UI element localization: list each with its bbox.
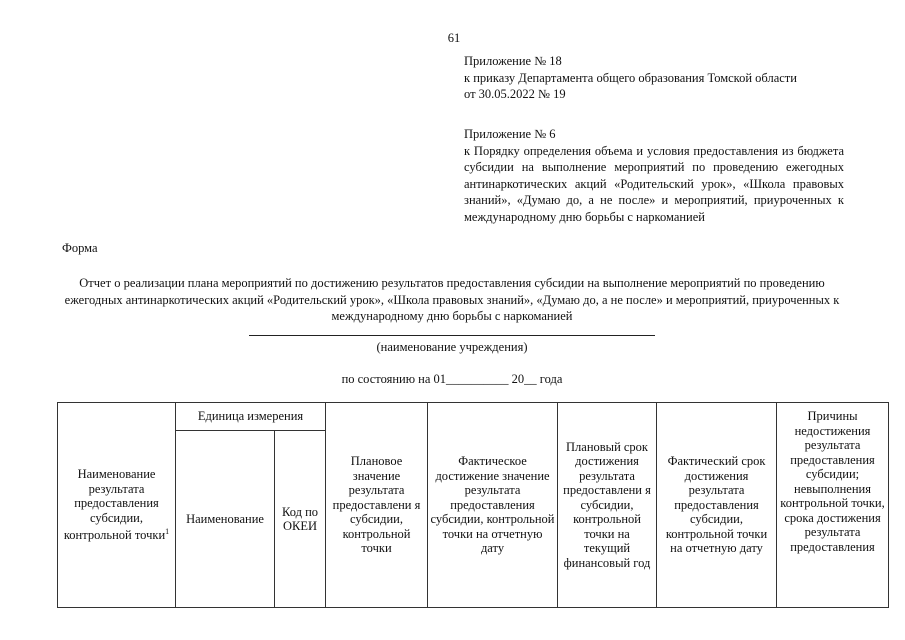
header-reasons: Причины недостижения результата предоставления субсидии; невыполнения контрольной точки, срока достижения результата предоставления (777, 403, 889, 608)
header-unit-group: Единица измерения (176, 403, 326, 431)
appendix-18-date: от 30.05.2022 № 19 (464, 87, 566, 101)
appendix-18-title: Приложение № 18 (464, 54, 562, 68)
institution-underline (249, 335, 655, 336)
header-unit-name: Наименование (176, 431, 275, 608)
header-unit-code: Код по ОКЕИ (275, 431, 326, 608)
header-actual-value: Фактическое достижение значение результата предоставления субсидии, контрольной точки на отчетную дату (428, 403, 558, 608)
header-actual-date: Фактический срок достижения результата предоставления субсидии, контрольной точки на отчетную дату (657, 403, 777, 608)
header-result-name: Наименование результата предоставления субсидии, контрольной точки$^1$ (58, 403, 176, 608)
header-planned-date: Плановый срок достижения результата предоставлени я субсидии, контрольной точки на текущий финансовый год (558, 403, 657, 608)
page-number: 61 (447, 31, 461, 45)
appendix-6-block (464, 126, 844, 225)
appendix-6-text: к Порядку определения объема и условия предоставления из бюджета субсидии на выполнение мероприятий по проведению ежегодных антинаркотических акций «Родительский урок», «Школа правовых знаний», «Думаю до, а не после» и мероприятий, приуроченных к международному дню борьбы с наркоманией (464, 143, 844, 224)
report-title: Отчет о реализации плана мероприятий по достижению результатов предоставления субсидии на выполнение мероприятий по проведению ежегодных антинаркотических акций «Родительский урок», «Школа правовых знаний», «Думаю до, а не после» и мероприятий, приуроченных к международному дню борьбы с наркоманией (64, 276, 840, 323)
appendix-18-block (464, 53, 844, 103)
report-table (57, 402, 889, 608)
appendix-6-title: Приложение № 6 (464, 127, 556, 141)
header-planned-value: Плановое значение результата предоставлени я субсидии, контрольной точки (326, 403, 428, 608)
form-label: Форма (62, 241, 98, 255)
as-of-date: по состоянию на 01__________ 20__ года (341, 372, 563, 386)
institution-label: (наименование учреждения) (376, 340, 528, 354)
footnote-marker: 1 (165, 527, 170, 537)
appendix-18-order: к приказу Департамента общего образования Томской области (464, 70, 797, 85)
